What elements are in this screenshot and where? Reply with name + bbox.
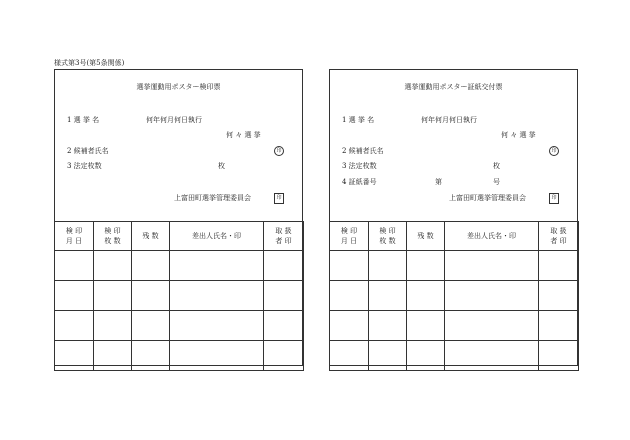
table-cell xyxy=(330,341,369,371)
table-cell xyxy=(170,281,264,311)
table-cell xyxy=(264,251,304,281)
table-cell xyxy=(539,341,579,371)
candidate-name-label: 2 候補者氏名 xyxy=(67,147,109,155)
table-row xyxy=(330,251,579,281)
stamp-issuance-slip-panel xyxy=(329,69,578,366)
table-cell xyxy=(55,341,94,371)
table-cell xyxy=(369,341,407,371)
table-row xyxy=(330,341,579,371)
panel-title: 選挙運動用ポスター検印票 xyxy=(136,83,221,91)
table-cell xyxy=(445,251,539,281)
table-cell xyxy=(94,341,132,371)
table-cell xyxy=(539,281,579,311)
table-row xyxy=(55,251,304,281)
election-name-label: 1 選 挙 名 xyxy=(342,116,375,124)
table-cell xyxy=(407,251,445,281)
table-cell xyxy=(445,311,539,341)
col-remaining: 残 数 xyxy=(407,222,445,251)
col-submitter: 差出人氏名・印 xyxy=(170,222,264,251)
election-type-value: 何 々 選 挙 xyxy=(226,131,261,139)
table-row xyxy=(55,281,304,311)
table-cell xyxy=(132,311,170,341)
table-row xyxy=(330,311,579,341)
table-row xyxy=(55,311,304,341)
table-cell xyxy=(407,311,445,341)
table-cell xyxy=(369,251,407,281)
col-inspection-date: 検 印 月 日 xyxy=(55,222,94,251)
table-cell xyxy=(264,281,304,311)
col-handler-seal: 取 扱 者 印 xyxy=(264,222,304,251)
election-type-value: 何 々 選 挙 xyxy=(501,131,536,139)
stamp-number-suffix: 号 xyxy=(493,178,500,186)
candidate-name-label: 2 候補者氏名 xyxy=(342,147,384,155)
panel-title: 選挙運動用ポスター証紙交付票 xyxy=(404,83,503,91)
table-cell xyxy=(132,341,170,371)
table-cell xyxy=(264,341,304,371)
col-inspection-count: 検 印 枚 数 xyxy=(369,222,407,251)
col-inspection-date: 検 印 月 日 xyxy=(330,222,369,251)
table-cell xyxy=(539,251,579,281)
table-cell xyxy=(445,281,539,311)
table-cell xyxy=(407,281,445,311)
table-cell xyxy=(369,281,407,311)
legal-count-unit: 枚 xyxy=(493,162,500,170)
issuer-name: 上富田町選挙管理委員会 xyxy=(449,194,526,202)
inspection-record-table xyxy=(54,221,304,371)
table-cell xyxy=(170,311,264,341)
inspection-slip-panel xyxy=(54,69,303,366)
table-cell xyxy=(132,281,170,311)
table-cell xyxy=(94,281,132,311)
table-cell xyxy=(330,311,369,341)
table-cell xyxy=(330,251,369,281)
table-cell xyxy=(55,251,94,281)
election-name-label: 1 選 挙 名 xyxy=(67,116,100,124)
table-cell xyxy=(132,251,170,281)
table-cell xyxy=(55,311,94,341)
issuer-seal: 印 xyxy=(274,193,284,204)
table-cell xyxy=(94,311,132,341)
table-cell xyxy=(445,341,539,371)
stamp-number-prefix: 第 xyxy=(435,178,442,186)
col-inspection-count: 検 印 枚 数 xyxy=(94,222,132,251)
legal-count-label: 3 法定枚数 xyxy=(342,162,377,170)
table-cell xyxy=(330,281,369,311)
table-cell xyxy=(94,251,132,281)
legal-count-unit: 枚 xyxy=(218,162,225,170)
table-row xyxy=(55,341,304,371)
election-date-value: 何年何月何日執行 xyxy=(146,116,202,124)
table-cell xyxy=(170,341,264,371)
col-handler-seal: 取 扱 者 印 xyxy=(539,222,579,251)
table-cell xyxy=(170,251,264,281)
candidate-seal: 印 xyxy=(549,146,559,156)
form-number: 様式第3号(第5条関係) xyxy=(54,59,125,67)
table-cell xyxy=(369,311,407,341)
table-cell xyxy=(539,311,579,341)
issuer-name: 上富田町選挙管理委員会 xyxy=(174,194,251,202)
election-date-value: 何年何月何日執行 xyxy=(421,116,477,124)
table-cell xyxy=(55,281,94,311)
legal-count-label: 3 法定枚数 xyxy=(67,162,102,170)
issuance-record-table xyxy=(329,221,579,371)
issuer-seal: 印 xyxy=(549,193,559,204)
candidate-seal: 印 xyxy=(274,146,284,156)
col-remaining: 残 数 xyxy=(132,222,170,251)
table-cell xyxy=(407,341,445,371)
table-row xyxy=(330,281,579,311)
table-cell xyxy=(264,311,304,341)
col-submitter: 差出人氏名・印 xyxy=(445,222,539,251)
stamp-number-label: 4 証紙番号 xyxy=(342,178,377,186)
